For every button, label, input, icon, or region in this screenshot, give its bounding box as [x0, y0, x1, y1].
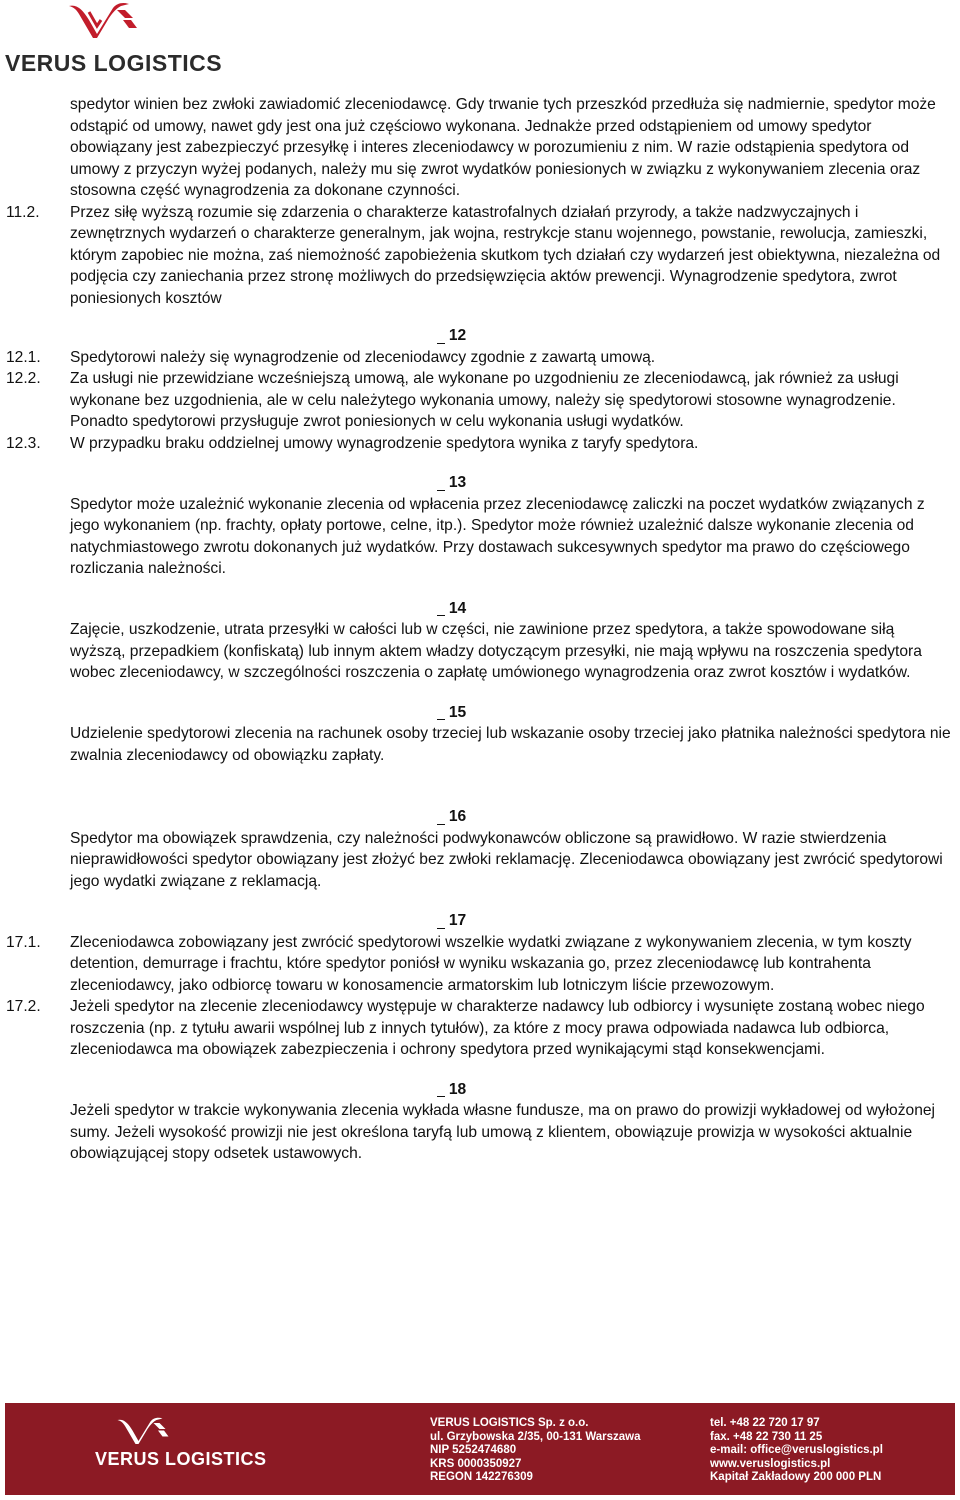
footer-website-link[interactable]: www.veruslogistics.pl [710, 1457, 831, 1470]
paragraph-text: Spedytor ma obowiązek sprawdzenia, czy należności podwykonawców obliczone są prawidłowo. W razie stwierdzenia nieprawidłowości spedytor obowiązany jest złożyć bez zwłoki reklamację. Zleceniodawca obowiązany jest zwrócić spedytorowi jego wydatki związane z reklamacją. [70, 829, 943, 890]
paragraph-number: 17.2. [6, 998, 41, 1015]
section-heading [0, 472, 960, 494]
footer-company-name: VERUS LOGISTICS [95, 1449, 267, 1469]
footer-company-details [430, 1417, 641, 1485]
footer-logo [95, 1417, 315, 1477]
footer-fax: fax. +48 22 730 11 25 [710, 1430, 823, 1443]
paragraph-number: 12.1. [6, 348, 41, 366]
paragraph-text: Jeżeli spedytor w trakcie wykonywania zlecenia wykłada własne fundusze, ma on prawo do prowizji wykładowej od wyłożonej sumy. Jeżeli wysokość prowizji nie jest określona taryfą lub umową z klientem, obowiązuje prowizja w wysokości aktualnie obowiązującej stopy odsetek ustawowych. [70, 1102, 936, 1162]
paragraph [0, 932, 960, 997]
section-number: 17 [449, 910, 466, 932]
company-name: VERUS LOGISTICS [5, 50, 223, 76]
footer-regon: REGON 142276309 [430, 1471, 533, 1483]
paragraph-text: Za usługi nie przewidziane wcześniejszą umową, ale wykonane po uzgodnieniu ze zleceniodawcą, jak również za usługi wykonane bez uzgodnienia, ale w celu należytego wykonania umowy, należy się spedytorowi stosowne wynagrodzenie. Ponadto spedytorowi przysługuje zwrot poniesionych w celu wykonania usługi wydatków. [70, 370, 899, 430]
paragraph [0, 347, 960, 369]
logo-mark-icon [67, 2, 139, 42]
paragraph-text: spedytor winien bez zwłoki zawiadomić zleceniodawcę. Gdy trwanie tych przeszkód przedłuża się nadmiernie, spedytor może odstąpić od umowy, nawet gdy jest ona już częściowo wykonana. Jednakże przed odstąpieniem od umowy spedytor obowiązany jest zabezpieczyć przesyłkę i interes zleceniodawcy w porozumieniu z nim. W razie odstąpienia spedytora od umowy z przyczyn wyżej podanych, należy mu się zwrot wydatków poniesionych w związku z wykonywaniem zlecenia oraz stosowna część wynagrodzenia za dokonane czynności. [70, 96, 936, 199]
section-heading [0, 598, 960, 620]
paragraph [0, 723, 960, 766]
paragraph [0, 996, 960, 1061]
footer-capital: Kapitał Zakładowy 200 000 PLN [710, 1471, 882, 1483]
section-number: 15 [449, 702, 466, 724]
paragraph-text: Spedytorowi należy się wynagrodzenie od zleceniodawcy zgodnie z zawartą umową. [70, 348, 656, 366]
section-number: 16 [449, 806, 466, 828]
paragraph [0, 494, 960, 580]
section-heading [0, 1079, 960, 1101]
section-heading [0, 702, 960, 724]
footer-email-link[interactable]: e-mail: office@veruslogistics.pl [710, 1444, 883, 1456]
paragraph [0, 94, 960, 202]
section-heading [0, 806, 960, 828]
paragraph [0, 828, 960, 893]
footer-banner [5, 1403, 955, 1495]
paragraph-text: Zleceniodawca zobowiązany jest zwrócić spedytorowi wszelkie wydatki związane z wykonywaniem zlecenia, w tym koszty detention, demurrage i frachtu, które spedytor poniósł w wyniku wskazania go, przez zleceniodawcę lub kontrahenta zleceniodawcy, jako odbiorcę towaru w konosamencie armatorskim lub lotniczym liście przewozowym. [70, 933, 912, 994]
section-number: 12 [449, 325, 466, 347]
paragraph [0, 1100, 960, 1165]
company-logo [5, 2, 223, 76]
paragraph [0, 619, 960, 684]
paragraph-number: 17.1. [6, 933, 41, 951]
footer-phone: tel. +48 22 720 17 97 [710, 1417, 820, 1429]
paragraph [0, 368, 960, 433]
footer-nip: NIP 5252474680 [430, 1444, 517, 1456]
paragraph [0, 202, 960, 310]
section-number: 13 [449, 472, 466, 494]
footer-krs: KRS 0000350927 [430, 1457, 522, 1470]
paragraph-text: Jeżeli spedytor na zlecenie zleceniodawcy występuje w charakterze nadawcy lub odbiorcy i wysunięte zostaną wobec niego roszczenia (np. z tytułu awarii wspólnej lub z innych tytułów), za które z mocy prawa odpowiada nadawca lub odbiorca, zleceniodawca ma obowiązek zabezpieczenia i ochrony spedytora przed wynikającymi stąd konsekwencjami. [70, 998, 925, 1058]
footer-address: ul. Grzybowska 2/35, 00-131 Warszawa [430, 1430, 641, 1443]
paragraph-text: Spedytor może uzależnić wykonanie zlecenia od wpłacenia przez zleceniodawcę zaliczki na poczet wydatków związanych z jego wykonaniem (np. frachty, opłaty portowe, celne, itp.). Spedytor może również uzależnić dalsze wykonanie zlecenia od natychmiastowego zwrotu dokonanych już wydatków. Przy dostawach sukcesywnych spedytor ma prawo do częściowego rozliczania należności. [70, 495, 925, 577]
section-number: 18 [449, 1079, 466, 1101]
paragraph-text: W przypadku braku oddzielnej umowy wynagrodzenie spedytora wynika z taryfy spedytora. [70, 434, 699, 452]
paragraph-number: 12.3. [6, 434, 41, 452]
paragraph [0, 433, 960, 455]
footer-company-line: VERUS LOGISTICS Sp. z o.o. [430, 1417, 589, 1429]
section-heading [0, 325, 960, 347]
paragraph-number: 12.2. [6, 370, 41, 387]
section-heading [0, 910, 960, 932]
paragraph-number: 11.2. [6, 203, 40, 221]
footer-logo-mark-icon [115, 1417, 171, 1447]
document-body [0, 94, 960, 1165]
paragraph-text: Udzielenie spedytorowi zlecenia na rachunek osoby trzeciej lub wskazanie osoby trzeciej jako płatnika należności spedytora nie zwalnia zleceniodawcy od obowiązku zapłaty. [70, 725, 951, 764]
paragraph-text: Przez siłę wyższą rozumie się zdarzenia o charakterze katastrofalnych działań przyrody, a także nadzwyczajnych i zewnętrznych wydarzeń o charakterze generalnym, jak wojna, restrykcje stanu wojennego, powstanie, rewolucja, zamieszki, którym zapobiec nie można, zaś niemożność zapobieżenia skutkom tych działań czy wydarzeń jest obiektywna, niezależna od podjęcia czy zaniechania przez stronę możliwych do przedsięwzięcia aktów prewencji. Wynagrodzenie spedytora, zwrot poniesionych kosztów [70, 203, 941, 307]
section-number: 14 [449, 598, 466, 620]
footer-contact-details [710, 1417, 883, 1485]
paragraph-text: Zajęcie, uszkodzenie, utrata przesyłki w całości lub w części, nie zawinione przez spedytora, a także spowodowane siłą wyższą, przepadkiem (konfiskatą) lub innym aktem władzy dotyczącym przesyłki, nie mają wpływu na roszczenia spedytora wobec zleceniodawcy, w szczególności roszczenia o zapłatę umówionego wynagrodzenia oraz zwrot kosztów i wydatków. [70, 621, 922, 681]
